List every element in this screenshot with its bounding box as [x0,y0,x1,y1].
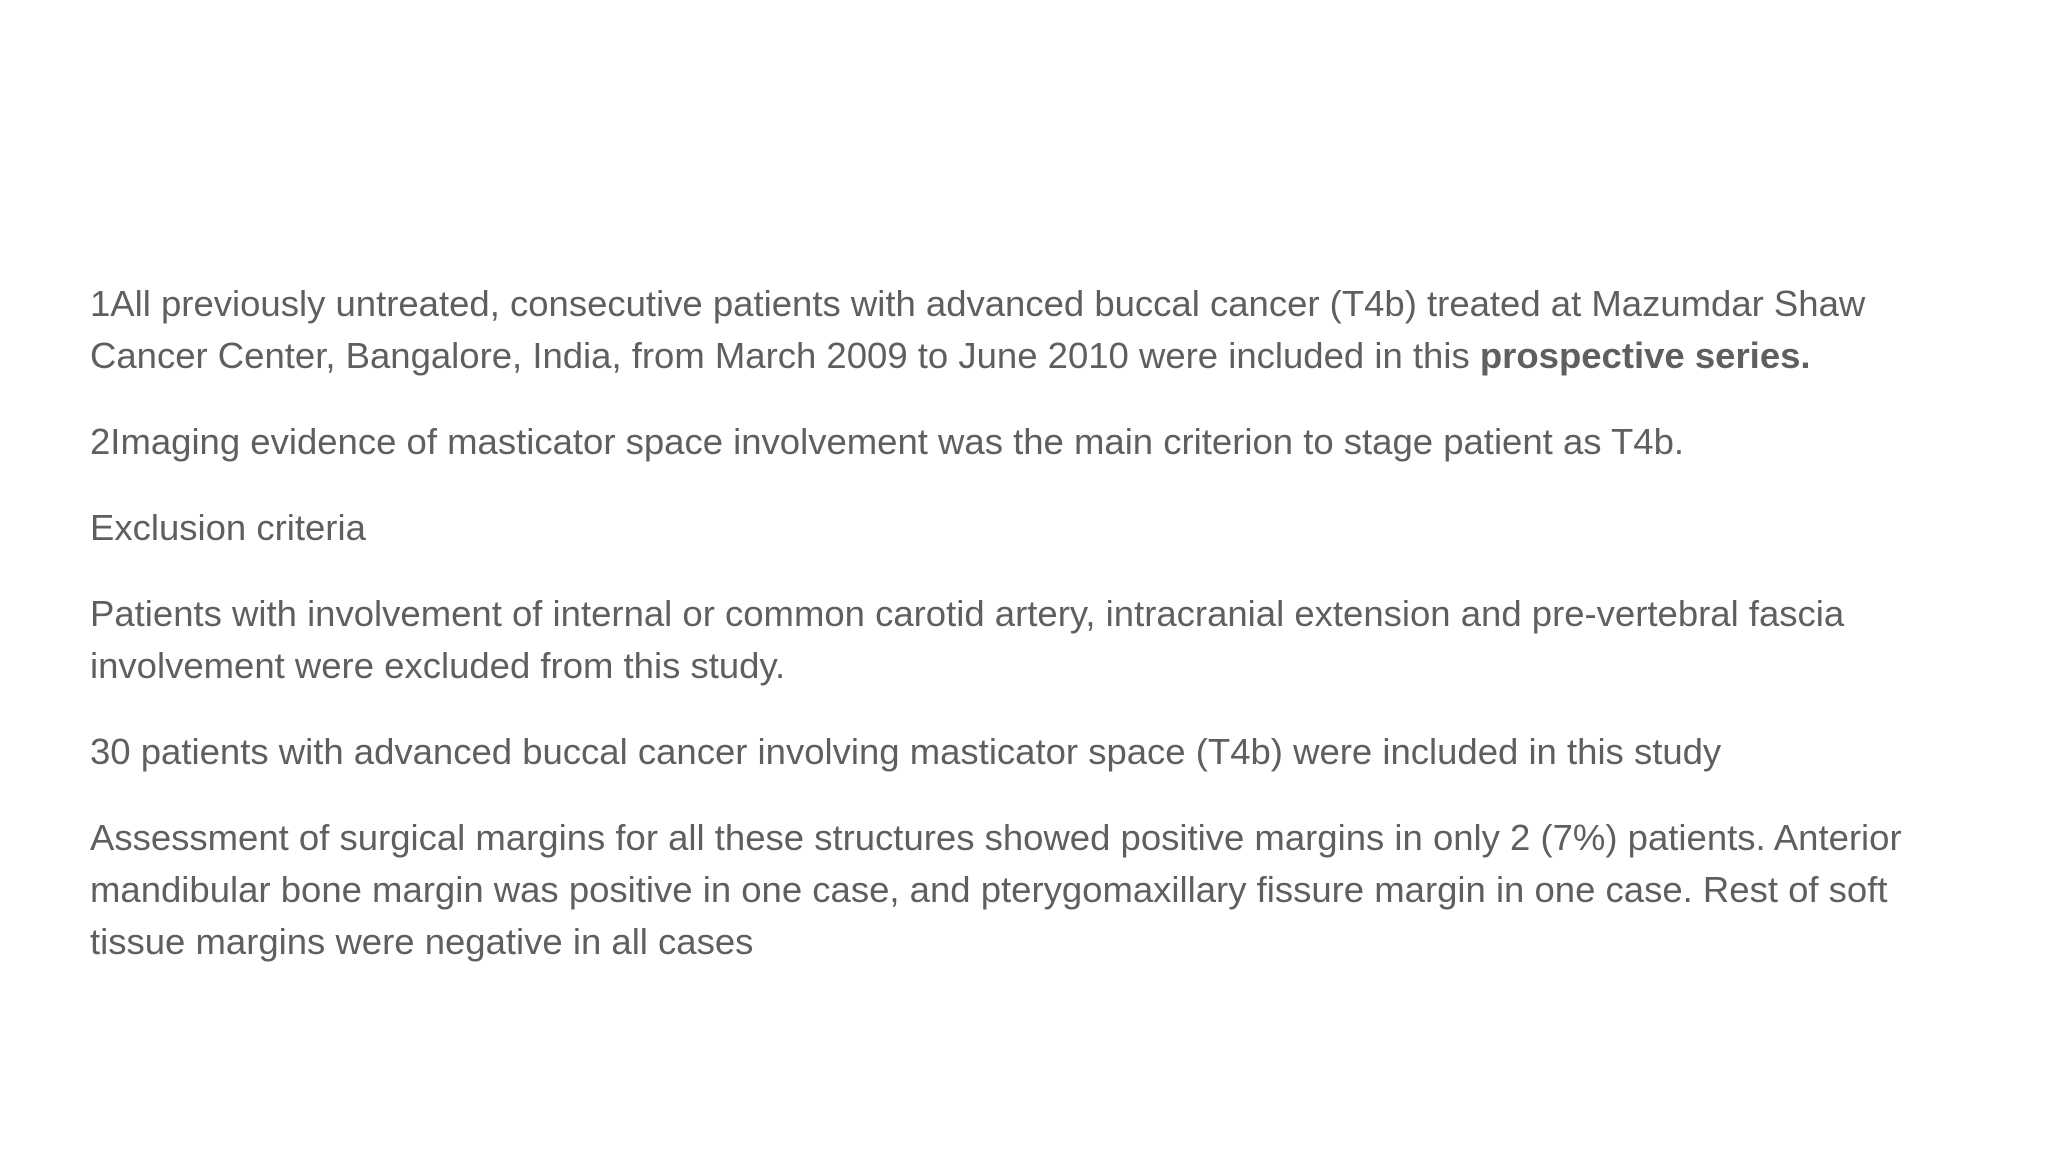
paragraph-exclusion-details: Patients with involvement of internal or common carotid artery, intracranial extension and pre-vertebral fascia involvement were excluded from this study. [90,593,1845,686]
paragraph-text: 1All previously untreated, consecutive patients with advanced buccal cancer (T4b) treated at Mazumdar Shaw Cancer Center, Bangalore, India, from March 2009 to June 2010 were included in this [90,283,1866,376]
paragraph-patient-count: 30 patients with advanced buccal cancer involving masticator space (T4b) were included in this study [90,731,1722,772]
section-heading-exclusion: Exclusion criteria [90,507,366,548]
paragraph-imaging-criterion: 2Imaging evidence of masticator space involvement was the main criterion to stage patient as T4b. [90,421,1685,462]
paragraph-bold-text: prospective series. [1479,335,1811,376]
paragraph-inclusion-criteria [90,278,1990,382]
paragraph-surgical-margins: Assessment of surgical margins for all these structures showed positive margins in only 2 (7%) patients. Anterior mandibular bone margin was positive in one case, and pterygomaxillary fissure margin in one case. Rest of soft tissue margins were negative in all cases [90,817,1902,962]
slide-body [90,278,1990,968]
